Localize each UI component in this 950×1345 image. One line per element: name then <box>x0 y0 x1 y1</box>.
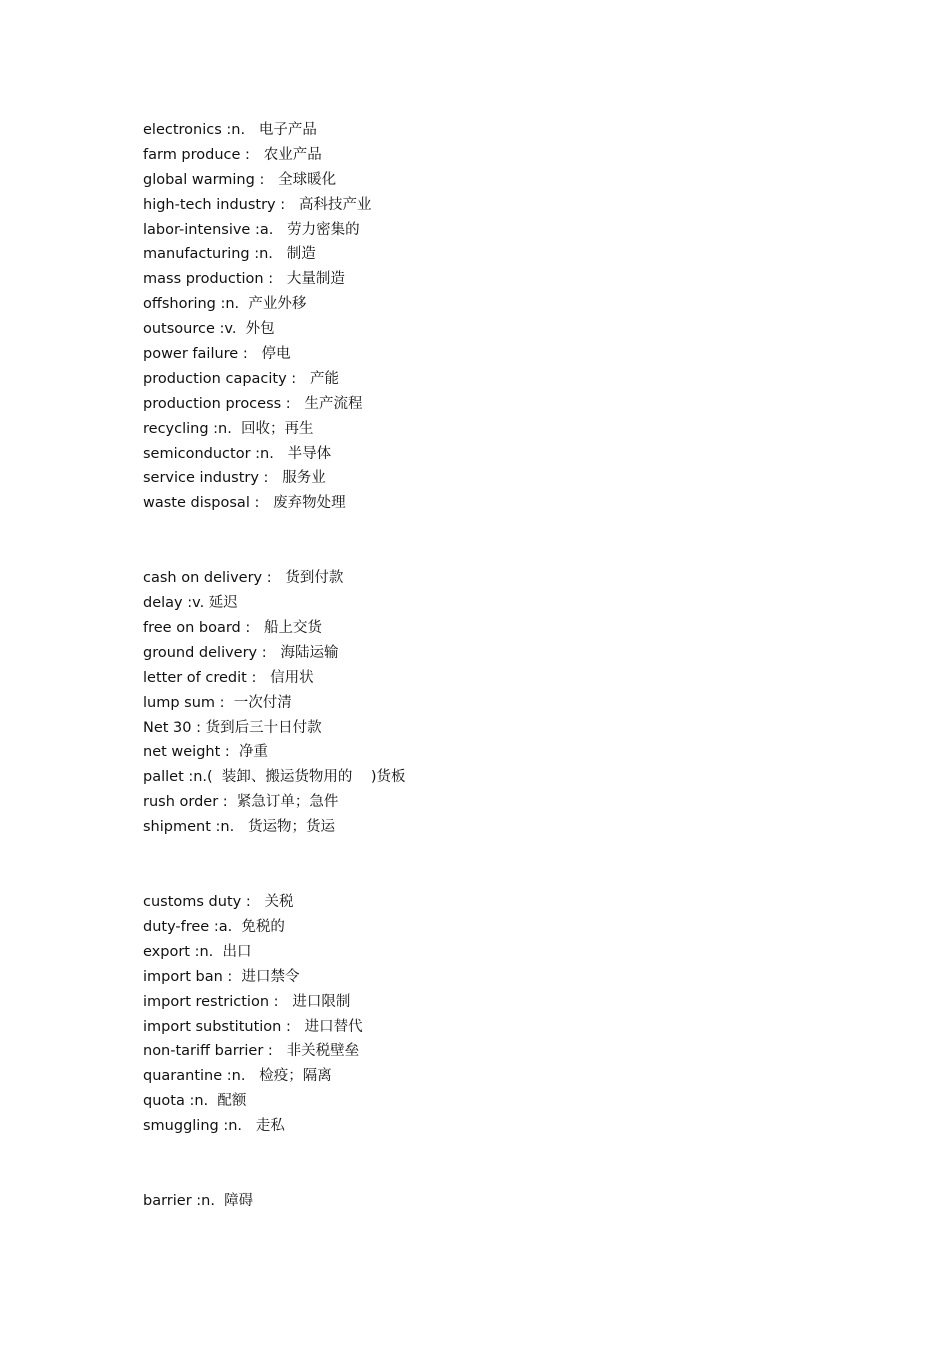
vocab-entry: cash on delivery : 货到付款 <box>143 570 344 587</box>
vocab-entry: global warming : 全球暖化 <box>143 171 337 188</box>
vocab-entry: rush order : 紧急订单；急件 <box>143 794 339 811</box>
vocab-entry: quota :n. 配额 <box>143 1093 247 1110</box>
vocab-entry: Net 30 : 货到后三十日付款 <box>143 719 322 736</box>
vocab-entry: import substitution : 进口替代 <box>143 1018 363 1035</box>
vocab-entry: net weight : 净重 <box>143 744 269 761</box>
vocab-entry: service industry : 服务业 <box>143 470 326 487</box>
vocab-entry: power failure : 停电 <box>143 346 291 363</box>
vocab-entry: production capacity : 产能 <box>143 370 340 387</box>
vocab-entry: production process : 生产流程 <box>143 395 363 412</box>
vocab-entry: barrier :n. 障碍 <box>143 1192 254 1209</box>
vocab-entry: import restriction : 进口限制 <box>143 993 351 1010</box>
vocab-entry: smuggling :n. 走私 <box>143 1118 285 1135</box>
vocab-entry: farm produce : 农业产品 <box>143 146 322 163</box>
vocab-entry: non-tariff barrier : 非关税壁垒 <box>143 1043 360 1060</box>
vocabulary-list <box>143 118 843 1214</box>
vocab-entry: labor-intensive :a. 劳力密集的 <box>143 221 360 238</box>
vocabulary-section-barriers <box>143 1189 843 1214</box>
vocab-entry: delay :v. 延迟 <box>143 595 238 612</box>
vocab-entry: semiconductor :n. 半导体 <box>143 445 332 462</box>
vocabulary-section-trade <box>143 890 843 1139</box>
vocab-entry: shipment :n. 货运物；货运 <box>143 819 336 836</box>
vocab-entry: quarantine :n. 检疫；隔离 <box>143 1068 332 1085</box>
vocab-entry: recycling :n. 回收；再生 <box>143 420 314 437</box>
vocab-entry: letter of credit : 信用状 <box>143 669 314 686</box>
vocab-entry: manufacturing :n. 制造 <box>143 246 316 263</box>
vocab-entry: import ban : 进口禁令 <box>143 968 300 985</box>
vocab-entry: duty-free :a. 免税的 <box>143 918 285 935</box>
vocab-entry: mass production : 大量制造 <box>143 271 345 288</box>
vocabulary-section-production <box>143 118 843 516</box>
vocab-entry: free on board : 船上交货 <box>143 620 323 637</box>
vocab-entry: pallet :n.( 装卸、搬运货物用的 )货板 <box>143 769 406 786</box>
vocab-entry: high-tech industry : 高科技产业 <box>143 196 372 213</box>
vocab-entry: ground delivery : 海陆运输 <box>143 644 339 661</box>
vocab-entry: outsource :v. 外包 <box>143 321 275 338</box>
vocab-entry: waste disposal : 废弃物处理 <box>143 495 346 512</box>
vocab-entry: lump sum : 一次付清 <box>143 694 292 711</box>
vocab-entry: customs duty : 关税 <box>143 894 294 911</box>
vocab-entry: export :n. 出口 <box>143 943 252 960</box>
vocabulary-section-shipping <box>143 566 843 840</box>
vocab-entry: offshoring :n. 产业外移 <box>143 296 307 313</box>
vocab-entry: electronics :n. 电子产品 <box>143 122 317 138</box>
